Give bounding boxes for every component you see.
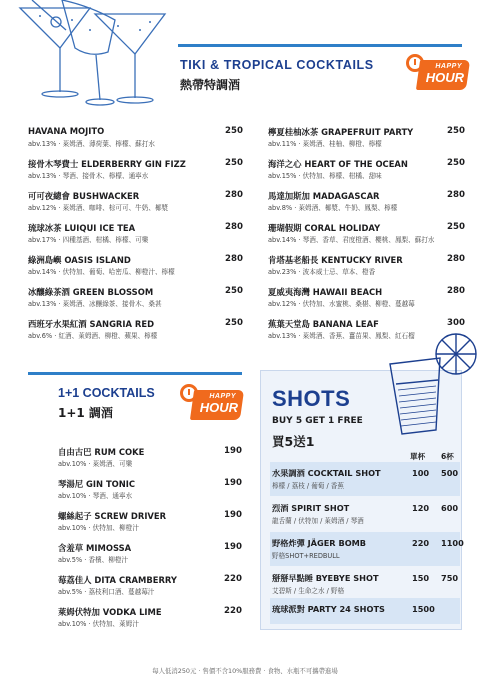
shot-desc: 檸檬 / 荔枝 / 葡萄 / 香蕉: [272, 482, 344, 490]
menu-item-name: 夏威夷海灣 HAWAII BEACH: [268, 287, 383, 297]
menu-item-price: 190: [224, 446, 242, 456]
shot-row: [270, 598, 460, 624]
menu-item-desc: abv.13% ‧ 琴酒、接骨木、檸檬、通寧水: [28, 172, 149, 180]
menu-item-price: 280: [225, 190, 243, 200]
menu-item-desc: abv.13% ‧ 萊姆酒、冰釀綠茶、接骨木、桑甚: [28, 300, 162, 308]
tiki-section-title: TIKI & TROPICAL COCKTAILS: [180, 58, 374, 72]
one-plus-one-subtitle: 1+1 調酒: [58, 406, 113, 420]
shot-glass-illustration: [378, 330, 484, 442]
menu-item-desc: abv.14% ‧ 琴酒、香草、君度橙酒、櫻桃、鳳梨、蘇打水: [268, 236, 435, 244]
shots-promo-zh: 買5送1: [272, 434, 315, 449]
menu-item-name: 莓荔佳人 DITA CRAMBERRY: [58, 575, 177, 585]
shot-row: [270, 532, 464, 566]
shot-price-single: 100: [412, 468, 430, 478]
menu-item-price: 190: [224, 542, 242, 552]
menu-item-name: 肯塔基老船長 KENTUCKY RIVER: [268, 255, 403, 265]
menu-item-name: 琉球冰茶 LUIQUI ICE TEA: [28, 223, 136, 233]
menu-item-name: 綠洲島嶼 OASIS ISLAND: [28, 255, 131, 265]
menu-item-desc: abv.10% ‧ 伏特加、萊姆汁: [58, 620, 139, 628]
menu-item-price: 300: [447, 318, 465, 328]
badge-happy-text: HAPPY: [435, 63, 462, 70]
shot-desc: 野格SHOT+REDBULL: [272, 552, 340, 560]
menu-item-price: 250: [225, 318, 243, 328]
shots-title: SHOTS: [272, 386, 351, 411]
menu-item-name: 檸夏桂柚冰茶 GRAPEFRUIT PARTY: [268, 127, 414, 137]
menu-item-price: 280: [225, 254, 243, 264]
menu-item-name: 接骨木琴費士 ELDERBERRY GIN FIZZ: [28, 159, 186, 169]
menu-item-price: 220: [224, 574, 242, 584]
badge-hour-text: HOUR: [199, 400, 238, 415]
menu-item-desc: abv.10% ‧ 琴酒、通寧水: [58, 492, 133, 500]
menu-item-desc: abv.5% ‧ 荔枝利口酒、蔓越莓汁: [58, 588, 155, 596]
menu-item-name: 海洋之心 HEART OF THE OCEAN: [268, 159, 408, 169]
menu-item-price: 220: [224, 606, 242, 616]
badge-hour-text: HOUR: [425, 70, 464, 85]
menu-item-desc: abv.14% ‧ 伏特加、葡萄、哈密瓜、柳橙汁、檸檬: [28, 268, 175, 276]
tiki-section-subtitle: 熱帶特調酒: [180, 78, 241, 92]
menu-item-name: 琴湯尼 GIN TONIC: [58, 479, 136, 489]
menu-item-name: 冰釀綠茶酒 GREEN BLOSSOM: [28, 287, 154, 297]
menu-item-price: 190: [224, 478, 242, 488]
menu-item-price: 250: [225, 286, 243, 296]
shot-name: 野格炸彈 JÄGER BOMB: [272, 538, 367, 548]
menu-item-desc: abv.10% ‧ 伏特加、柳橙汁: [58, 524, 139, 532]
menu-item-price: 250: [447, 222, 465, 232]
shot-price-single: 150: [412, 573, 430, 583]
menu-item-name: 珊瑚假期 CORAL HOLIDAY: [268, 223, 381, 233]
menu-item-price: 190: [224, 510, 242, 520]
menu-item-price: 250: [447, 158, 465, 168]
one-plus-one-title-rule: [28, 372, 242, 375]
menu-item-desc: abv.5% ‧ 香檳、柳橙汁: [58, 556, 129, 564]
menu-item-desc: abv.8% ‧ 萊姆酒、椰漿、牛奶、鳳梨、檸檬: [268, 204, 398, 212]
shot-price-single: 220: [412, 538, 430, 548]
menu-item-price: 250: [447, 126, 465, 136]
menu-item-desc: abv.12% ‧ 萊姆酒、咖啡、棕可可、牛奶、椰漿: [28, 204, 169, 212]
menu-item-price: 250: [225, 158, 243, 168]
menu-item-name: 含羞草 MIMOSSA: [58, 543, 132, 553]
shot-desc: 龍舌蘭 / 伏特加 / 萊姆酒 / 琴酒: [272, 517, 364, 525]
one-plus-one-title: 1+1 COCKTAILS: [58, 386, 155, 400]
menu-item-name: 可可夜總會 BUSHWACKER: [28, 191, 140, 201]
menu-item-desc: abv.15% ‧ 伏特加、檸檬、柑橘、甜味: [268, 172, 382, 180]
menu-item-desc: abv.13% ‧ 萊姆酒、薄荷葉、檸檬、蘇打水: [28, 140, 155, 148]
menu-item-name: 螺絲起子 SCREW DRIVER: [58, 511, 167, 521]
menu-item-desc: abv.13% ‧ 萊姆酒、香蕉、薑苗果、鳳梨、紅石榴: [268, 332, 415, 340]
menu-item-price: 280: [447, 286, 465, 296]
shot-row: [270, 462, 460, 496]
menu-item-name: 馬達加斯加 MADAGASCAR: [268, 191, 380, 201]
happy-hour-badge: [178, 384, 242, 424]
col-header-six: 6杯: [441, 452, 454, 461]
tiki-title-rule: [178, 44, 462, 47]
shot-price-six: 1100: [441, 538, 464, 548]
badge-happy-text: HAPPY: [209, 393, 236, 400]
col-header-single: 單杯: [410, 452, 426, 461]
menu-item-name: 萊姆伏特加 VODKA LIME: [58, 607, 162, 617]
happy-hour-badge: [404, 54, 468, 94]
shot-name: 烈酒 SPIRIT SHOT: [272, 503, 350, 513]
shot-name: 掰掰早點睡 BYEBYE SHOT: [272, 573, 379, 583]
menu-item-desc: abv.6% ‧ 紅酒、萊姆酒、柳橙、蘋果、檸檬: [28, 332, 158, 340]
shot-row: [270, 497, 460, 531]
shots-promo-en: BUY 5 GET 1 FREE: [272, 416, 363, 426]
menu-item-desc: abv.17% ‧ 四種基酒、柑橘、檸檬、可樂: [28, 236, 149, 244]
shot-price-single: 1500: [412, 604, 435, 614]
shot-name: 水果調酒 COCKTAIL SHOT: [272, 468, 381, 478]
shot-row: [270, 567, 460, 601]
menu-item-name: 蕉葉天堂島 BANANA LEAF: [268, 319, 379, 329]
menu-item-price: 250: [225, 126, 243, 136]
menu-item-name: 西班牙水果紅酒 SANGRIA RED: [28, 319, 155, 329]
menu-item-desc: abv.23% ‧ 波本威士忌、草本、橙香: [268, 268, 376, 276]
menu-item-price: 280: [225, 222, 243, 232]
shot-name: 琉球派對 PARTY 24 SHOTS: [272, 604, 385, 614]
shot-price-six: 600: [441, 503, 459, 513]
menu-item-desc: abv.11% ‧ 萊姆酒、桂柚、柳橙、檸檬: [268, 140, 382, 148]
shot-price-six: 500: [441, 468, 459, 478]
menu-item-price: 280: [447, 190, 465, 200]
cocktail-glasses-illustration: [0, 0, 190, 110]
menu-item-name: 自由古巴 RUM COKE: [58, 447, 145, 457]
shot-price-six: 750: [441, 573, 459, 583]
footer-note: 每人低消250元 ‧ 售價不含10%服務費 ‧ 食物、水瓶不可攜帶進場: [152, 667, 338, 675]
menu-item-price: 280: [447, 254, 465, 264]
shot-desc: 艾碧斯 / 生命之水 / 野格: [272, 587, 345, 595]
menu-item-desc: abv.10% ‧ 萊姆酒、可樂: [58, 460, 133, 468]
menu-item-name: HAVANA MOJITO: [28, 126, 105, 136]
shot-price-single: 120: [412, 503, 430, 513]
menu-item-desc: abv.12% ‧ 伏特加、水蜜桃、桑椹、柳橙、蔓越莓: [268, 300, 415, 308]
